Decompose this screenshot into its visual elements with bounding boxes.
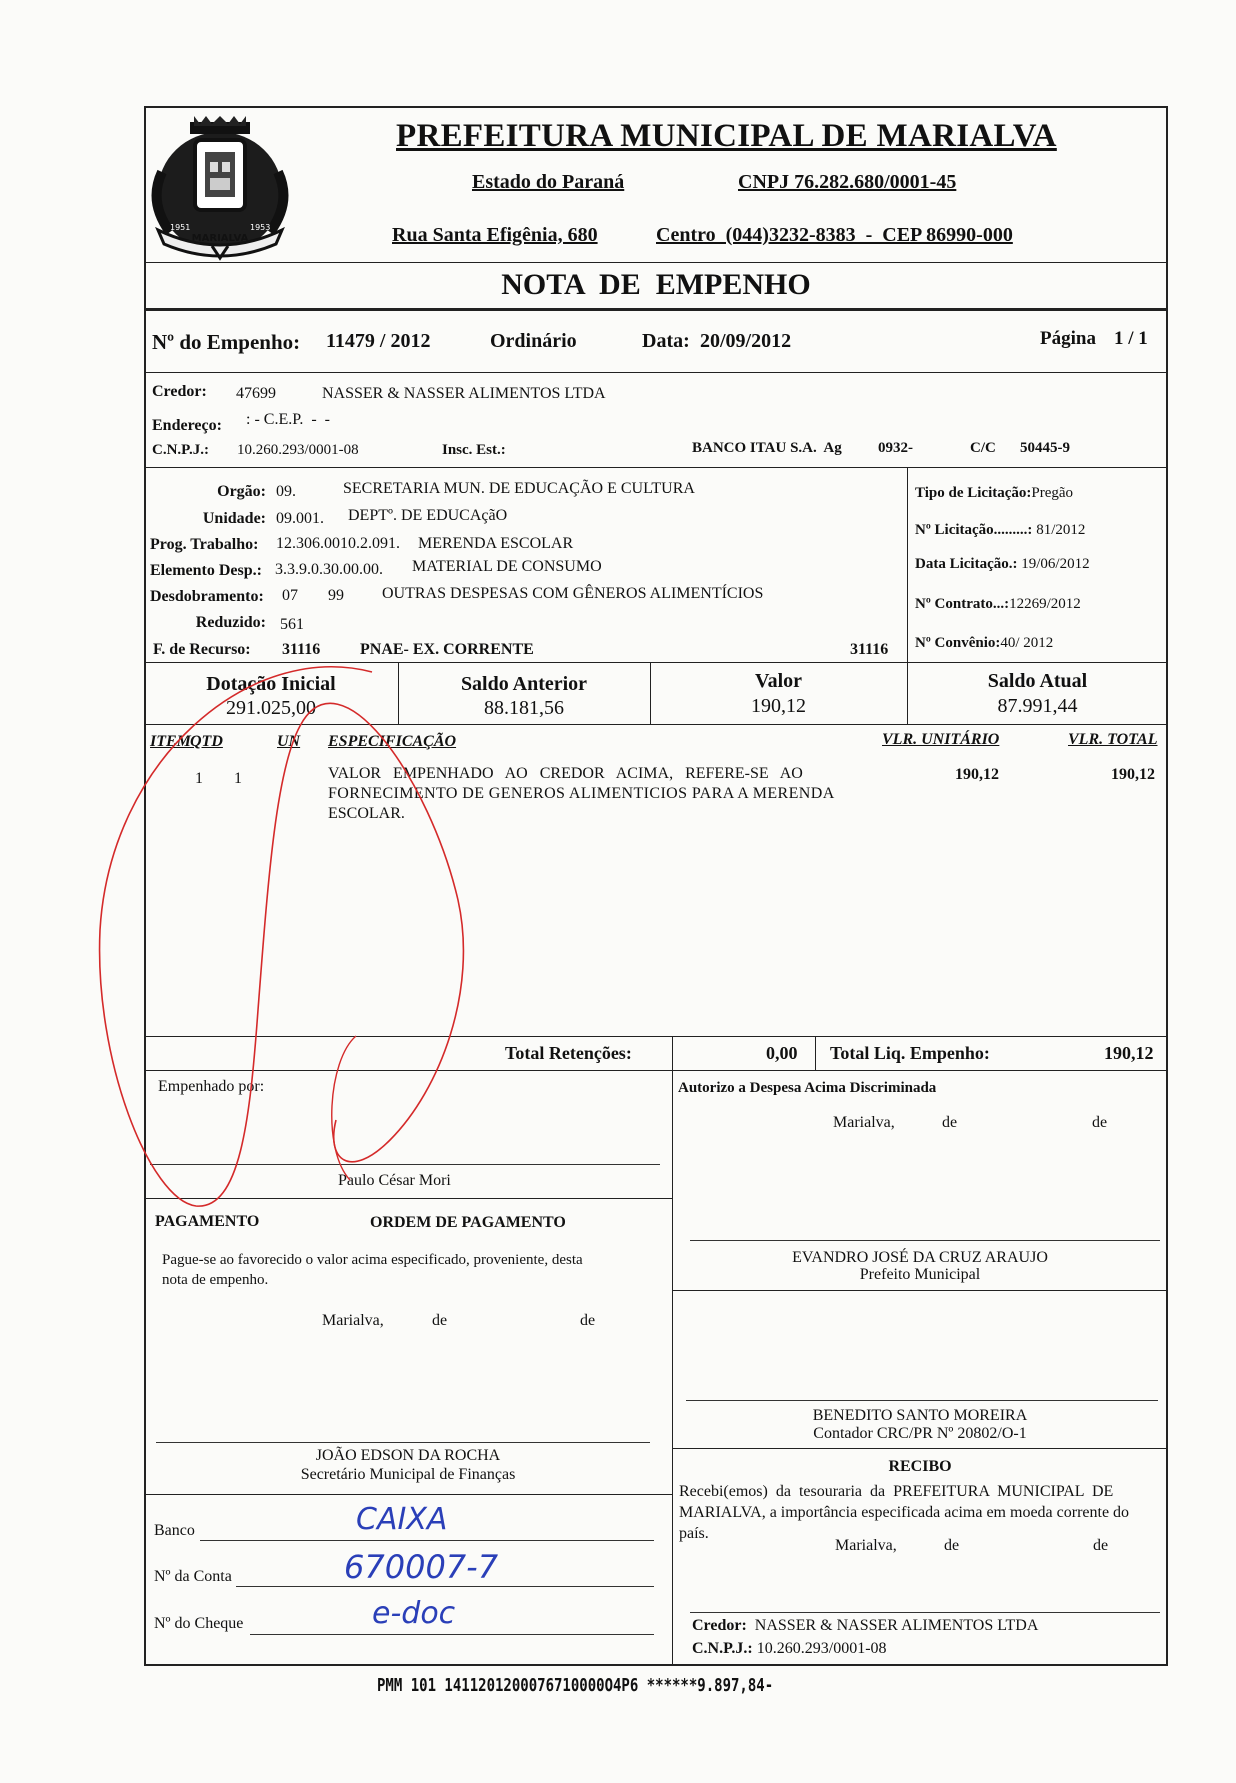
agreement-label-text: Nº Convênio: [915,635,1001,651]
col-header-unit-value: VLR. UNITÁRIO [882,731,1000,748]
value-amount: 190,12 [751,695,806,717]
unit-code: 09.001. [276,510,324,527]
finance-secretary-name: JOÃO EDSON DA ROCHA [315,1447,501,1464]
col-header-spec: ESPECIFICAÇÃO [328,733,457,750]
bid-date-label-text: Data Licitação.: [915,556,1018,572]
previous-balance: 88.181,56 [484,697,564,719]
bank-handwritten: CAIXA [356,1502,448,1537]
bank-label: Banco [154,1522,195,1539]
empenho-number: 11479 / 2012 [326,330,431,352]
state-name: Estado do Paraná [472,171,625,193]
check-number-handwritten: e-doc [372,1596,456,1631]
receipt-date-de-1: de [944,1537,960,1554]
institution-cnpj: CNPJ 76.282.680/0001-45 [738,171,957,193]
institution-title: PREFEITURA MUNICIPAL DE MARIALVA [396,118,1057,154]
unfolding-label: Desdobramento: [150,588,264,605]
item-total-value: 190,12 [1111,766,1155,783]
organ-code: 09. [276,483,296,500]
payment-date-de-1: de [432,1312,448,1329]
resource-name: PNAE- EX. CORRENTE [360,641,534,658]
account-label: C/C [970,440,996,456]
receipt-text-line-2: MARIALVA, a importância especificada acima em moeda corrente do [679,1504,1130,1521]
receipt-creditor-label: Credor: [692,1617,747,1634]
address-label: Endereço: [152,417,222,434]
receipt-creditor-name: NASSER & NASSER ALIMENTOS LTDA [754,1617,1039,1634]
creditor-bank: BANCO ITAU S.A. Ag [692,440,842,456]
payment-place: Marialva, [322,1312,384,1329]
receipt-text-line-1: Recebi(emos) da tesouraria da PREFEITURA MUNICIPAL DE [679,1483,1114,1500]
empenho-type: Ordinário [490,330,577,352]
current-balance-label: Saldo Atual [987,670,1088,692]
withholdings-total: 0,00 [766,1043,798,1063]
creditor-agency: 0932- [878,440,913,456]
account-number-handwritten: 670007-7 [344,1548,499,1586]
creditor-name: NASSER & NASSER ALIMENTOS LTDA [322,385,606,402]
resource-code-2: 31116 [850,641,889,658]
unfolding-code-1: 07 [282,587,298,604]
unfolding-name: OUTRAS DESPESAS COM GÊNEROS ALIMENTÍCIOS [382,585,764,602]
seal-name: MARIALVA [191,233,249,244]
work-program-label: Prog. Trabalho: [150,536,259,553]
institution-contact: Centro (044)3232-8383 - CEP 86990-000 [656,224,1013,246]
item-spec-line-3: ESCOLAR. [328,805,405,822]
authorization-place: Marialva, [833,1114,895,1131]
receipt-place: Marialva, [835,1537,897,1554]
receipt-label: RECIBO [888,1458,952,1475]
item-qty: 1 [234,770,242,787]
bid-number: 81/2012 [1036,522,1086,538]
bid-type-label-text: Tipo de Licitação: [915,485,1032,501]
empenho-date: 20/09/2012 [700,330,792,352]
account-number-label: Nº da Conta [154,1568,232,1585]
creditor-cnpj: 10.260.293/0001-08 [237,442,359,458]
expense-element-name: MATERIAL DE CONSUMO [412,558,602,575]
work-program-code: 12.306.0010.2.091. [276,535,400,552]
seal-year-right: 1953 [250,223,271,232]
receipt-cnpj-label: C.N.P.J.: [692,1640,753,1657]
mayor-name: EVANDRO JOSÉ DA CRUZ ARAUJO [792,1249,1048,1266]
committed-by-label: Empenhado por: [158,1078,265,1095]
col-header-total-value: VLR. TOTAL [1068,731,1158,748]
resource-label: F. de Recurso: [153,641,251,658]
bank-authentication-stamp: PMM 101 1411201200076710000O4P6 ******9.897,84- [377,1676,774,1696]
col-header-qtd: QTD [190,733,223,750]
col-header-item: ITEM [150,733,191,750]
receipt-text-line-3: país. [679,1525,709,1542]
item-unit-value: 190,12 [955,766,999,783]
institution-street: Rua Santa Efigênia, 680 [392,224,598,246]
net-total-label: Total Liq. Empenho: [830,1043,990,1063]
unit-label: Unidade: [202,510,266,527]
reduced-label: Reduzido: [195,614,266,631]
check-number-label: Nº do Cheque [154,1615,244,1632]
seal-year-left: 1951 [170,223,191,232]
resource-code: 31116 [282,641,321,658]
state-registration-label: Insc. Est.: [442,442,506,458]
page-label: Página [1040,328,1096,349]
unit-name: DEPTº. DE EDUCAçãO [348,507,508,524]
payment-date-de-2: de [580,1312,596,1329]
finance-secretary-title: Secretário Municipal de Finanças [300,1466,516,1483]
page-number: 1 / 1 [1114,328,1148,349]
bid-date: 19/06/2012 [1021,556,1090,572]
work-program-name: MERENDA ESCOLAR [418,535,574,552]
reduced-code: 561 [280,616,304,633]
item-spec-line-2: FORNECIMENTO DE GENEROS ALIMENTICIOS PARA A MERENDA [328,785,835,802]
organ-label: Orgão: [217,483,266,500]
document-title: NOTA DE EMPENHO [501,268,811,301]
authorization-date-de-2: de [1092,1114,1108,1131]
contract-number: 12269/2012 [1009,596,1081,612]
creditor-account: 50445-9 [1020,440,1070,456]
item-number: 1 [195,770,203,787]
authorization-label: Autorizo a Despesa Acima Discriminada [678,1080,937,1096]
current-balance: 87.991,44 [997,695,1078,717]
creditor-code: 47699 [236,385,276,402]
committed-by-name: Paulo César Mori [338,1172,451,1189]
payment-text-line-1: Pague-se ao favorecido o valor acima especificado, proveniente, desta [162,1252,583,1268]
creditor-label: Credor: [152,383,207,400]
previous-balance-label: Saldo Anterior [460,673,588,695]
unfolding-code-2: 99 [328,587,344,604]
receipt-date-de-2: de [1093,1537,1109,1554]
withholdings-label: Total Retenções: [505,1043,632,1063]
payment-label: PAGAMENTO [155,1213,260,1230]
initial-allocation: 291.025,00 [226,697,316,719]
expense-element-code: 3.3.9.0.30.00.00. [275,561,383,578]
bid-number-label-text: Nº Licitação.........: [915,522,1033,538]
empenho-number-label: Nº do Empenho: [152,330,301,354]
payment-order-label: ORDEM DE PAGAMENTO [370,1214,566,1231]
receipt-cnpj-value: 10.260.293/0001-08 [756,1640,887,1657]
net-total: 190,12 [1104,1043,1154,1063]
col-header-un: UN [277,733,301,750]
creditor-address: : - C.E.P. - - [246,411,330,428]
cnpj-label: C.N.P.J.: [152,442,209,458]
empenho-date-label: Data: [642,330,690,352]
contract-label-text: Nº Contrato...: [915,596,1010,612]
authorization-date-de-1: de [942,1114,958,1131]
value-label: Valor [754,670,803,692]
mayor-title: Prefeito Municipal [859,1266,981,1283]
payment-text-line-2: nota de empenho. [162,1272,269,1288]
accountant-title: Contador CRC/PR Nº 20802/O-1 [813,1425,1027,1442]
organ-name: SECRETARIA MUN. DE EDUCAÇÃO E CULTURA [343,480,695,497]
bid-type: Pregão [1031,485,1074,501]
accountant-name: BENEDITO SANTO MOREIRA [812,1407,1028,1424]
agreement-number: 40/ 2012 [1000,635,1054,651]
expense-element-label: Elemento Desp.: [150,562,262,579]
item-spec-line-1: VALOR EMPENHADO AO CREDOR ACIMA, REFERE-SE AO [328,765,803,782]
initial-allocation-label: Dotação Inicial [206,673,336,695]
